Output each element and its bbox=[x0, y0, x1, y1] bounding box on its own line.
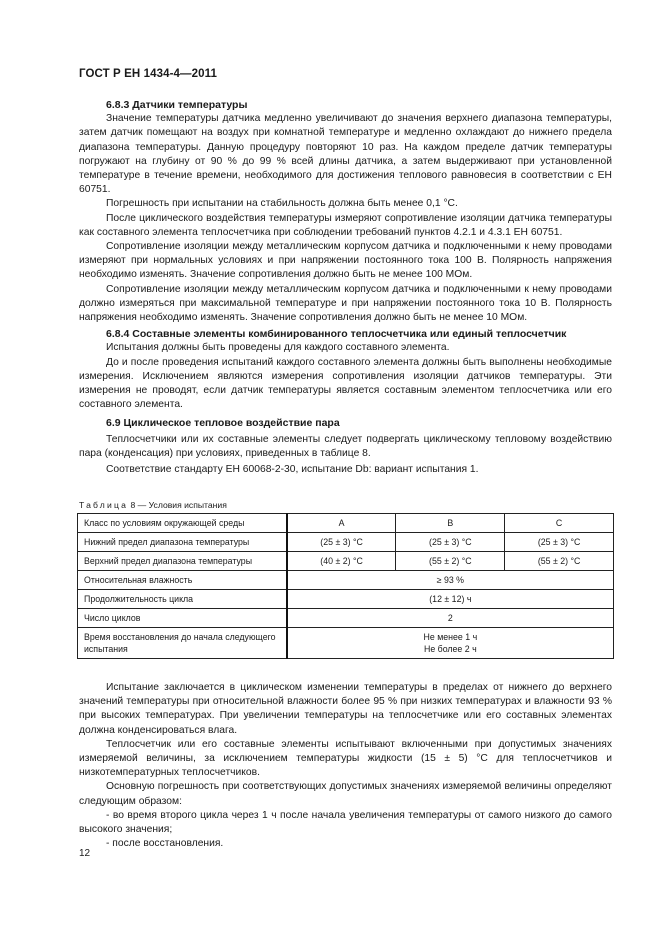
paragraph: Значение температуры датчика медленно увеличивают до значения верхнего диапазона температуры, затем датчик помещают на воздух при комнатной температуре и медленно охлаждают до нижнего предела диапазона температуры. Данную процедуру повторяют 10 раз. На каждом пределе датчик температуры погружают на глубину от 90 % до 99 % всей длины датчика, а затем выдерживают при установленной температуре в течение времени, необходимого для достижения теплового равновесия в соответствии с ЕН 60751. bbox=[79, 113, 612, 196]
paragraph: Соответствие стандарту ЕН 60068-2-30, испытание Db: вариант испытания 1. bbox=[106, 464, 479, 476]
table-row bbox=[78, 590, 614, 609]
paragraph: Основную погрешность при соответствующих допустимых значениях измеряемой величины определяют следующим образом: bbox=[79, 781, 612, 807]
table-row bbox=[78, 571, 614, 590]
list-item: - после восстановления. bbox=[106, 838, 224, 850]
row-label: Время восстановления до начала следующего испытания bbox=[78, 628, 287, 659]
cell: (40 ± 2) °С bbox=[287, 552, 396, 571]
row-label: Относительная влажность bbox=[78, 571, 287, 590]
cell: C bbox=[505, 514, 614, 533]
row-label: Класс по условиям окружающей среды bbox=[78, 514, 287, 533]
cell: (55 ± 2) °С bbox=[396, 552, 505, 571]
cell bbox=[287, 628, 614, 659]
cell: (55 ± 2) °С bbox=[505, 552, 614, 571]
document-header: ГОСТ Р ЕН 1434-4—2011 bbox=[79, 68, 217, 80]
cell: (25 ± 3) °С bbox=[287, 533, 396, 552]
row-label: Число циклов bbox=[78, 609, 287, 628]
page-number: 12 bbox=[79, 848, 91, 859]
paragraph: Теплосчетчики или их составные элементы следует подвергать циклическому тепловому воздействию пара (конденсация) при условиях, приведенных в таблице 8. bbox=[79, 433, 612, 459]
table-caption-text: 8 — Условия испытания bbox=[130, 500, 227, 510]
paragraph: После циклического воздействия температуры измеряют сопротивление изоляции датчика температуры как составного элемента теплосчетчика при соблюдении требований пунктов 4.2.1 и 4.3.1 ЕН 60751. bbox=[79, 212, 612, 238]
paragraph: Сопротивление изоляции между металлическим корпусом датчика и подключенными к нему проводами измеряют при нормальных условиях и при напряжении постоянного тока 100 В. Полярность напряжения необходимо изменять. Значение сопротивления должно быть не менее 100 МОм. bbox=[79, 241, 612, 281]
paragraph: Теплосчетчик или его составные элементы испытывают включенными при допустимых значениях измеряемой величины, за исключением температуры жидкости (15 ± 5) °С для теплосчетчиков и низкотемпературных теплосчетчиков. bbox=[79, 738, 612, 779]
table-row bbox=[78, 514, 614, 533]
cell: (25 ± 3) °С bbox=[396, 533, 505, 552]
section-title: 6.9 Циклическое тепловое воздействие пара bbox=[106, 417, 340, 430]
table-caption bbox=[79, 500, 227, 510]
cell-line: Не более 2 ч bbox=[423, 644, 477, 654]
cell: 2 bbox=[287, 609, 614, 628]
table-row bbox=[78, 552, 614, 571]
row-label: Продолжительность цикла bbox=[78, 590, 287, 609]
table-row bbox=[78, 609, 614, 628]
after-table-text bbox=[79, 681, 612, 851]
paragraph: Сопротивление изоляции между металлическим корпусом датчика и подключенными к нему проводами должно измеряться при максимальной температуре и при напряжении постоянного тока 10 В. Полярность напряжения необходимо изменять. Значение сопротивления должно быть не менее 10 МОм. bbox=[79, 283, 612, 324]
cell: B bbox=[396, 514, 505, 533]
cell: (12 ± 12) ч bbox=[287, 590, 614, 609]
table-row bbox=[78, 628, 614, 659]
cell: A bbox=[287, 514, 396, 533]
paragraph: Испытание заключается в циклическом изменении температуры в пределах от нижнего до верхнего значений температуры при относительной влажности более 95 % при низких температурах и влажности 93 % при высоких температурах. При увеличении температуры на теплосчетчике или его составных элементах должна конденсироваться влага. bbox=[79, 682, 612, 736]
test-conditions-table bbox=[77, 513, 614, 659]
section-title: 6.8.3 Датчики температуры bbox=[106, 99, 248, 111]
table-row bbox=[78, 533, 614, 552]
row-label: Верхний предел диапазона температуры bbox=[78, 552, 287, 571]
cell-line: Не менее 1 ч bbox=[423, 632, 478, 642]
paragraph: Испытания должны быть проведены для каждого составного элемента. bbox=[106, 342, 450, 354]
row-label: Нижний предел диапазона температуры bbox=[78, 533, 287, 552]
paragraph: Погрешность при испытании на стабильность должна быть менее 0,1 °С. bbox=[106, 198, 458, 210]
table-caption-prefix: Таблица bbox=[79, 500, 129, 510]
paragraph: До и после проведения испытаний каждого составного элемента должны быть выполнены необходимые измерения. Исключением являются измерения сопротивления изоляции датчиков температуры. Эти измерения не проводят, если датчик температуры является составным элементом теплосчетчика или его составного элемента. bbox=[79, 356, 612, 411]
cell: ≥ 93 % bbox=[287, 571, 614, 590]
section-title: 6.8.4 Составные элементы комбинированного теплосчетчика или единый теплосчетчик bbox=[106, 328, 567, 341]
list-item: - во время второго цикла через 1 ч после начала увеличения температуры от самого низкого до самого высокого значения; bbox=[79, 809, 612, 836]
cell: (25 ± 3) °С bbox=[505, 533, 614, 552]
section-6-8-3 bbox=[79, 98, 612, 477]
